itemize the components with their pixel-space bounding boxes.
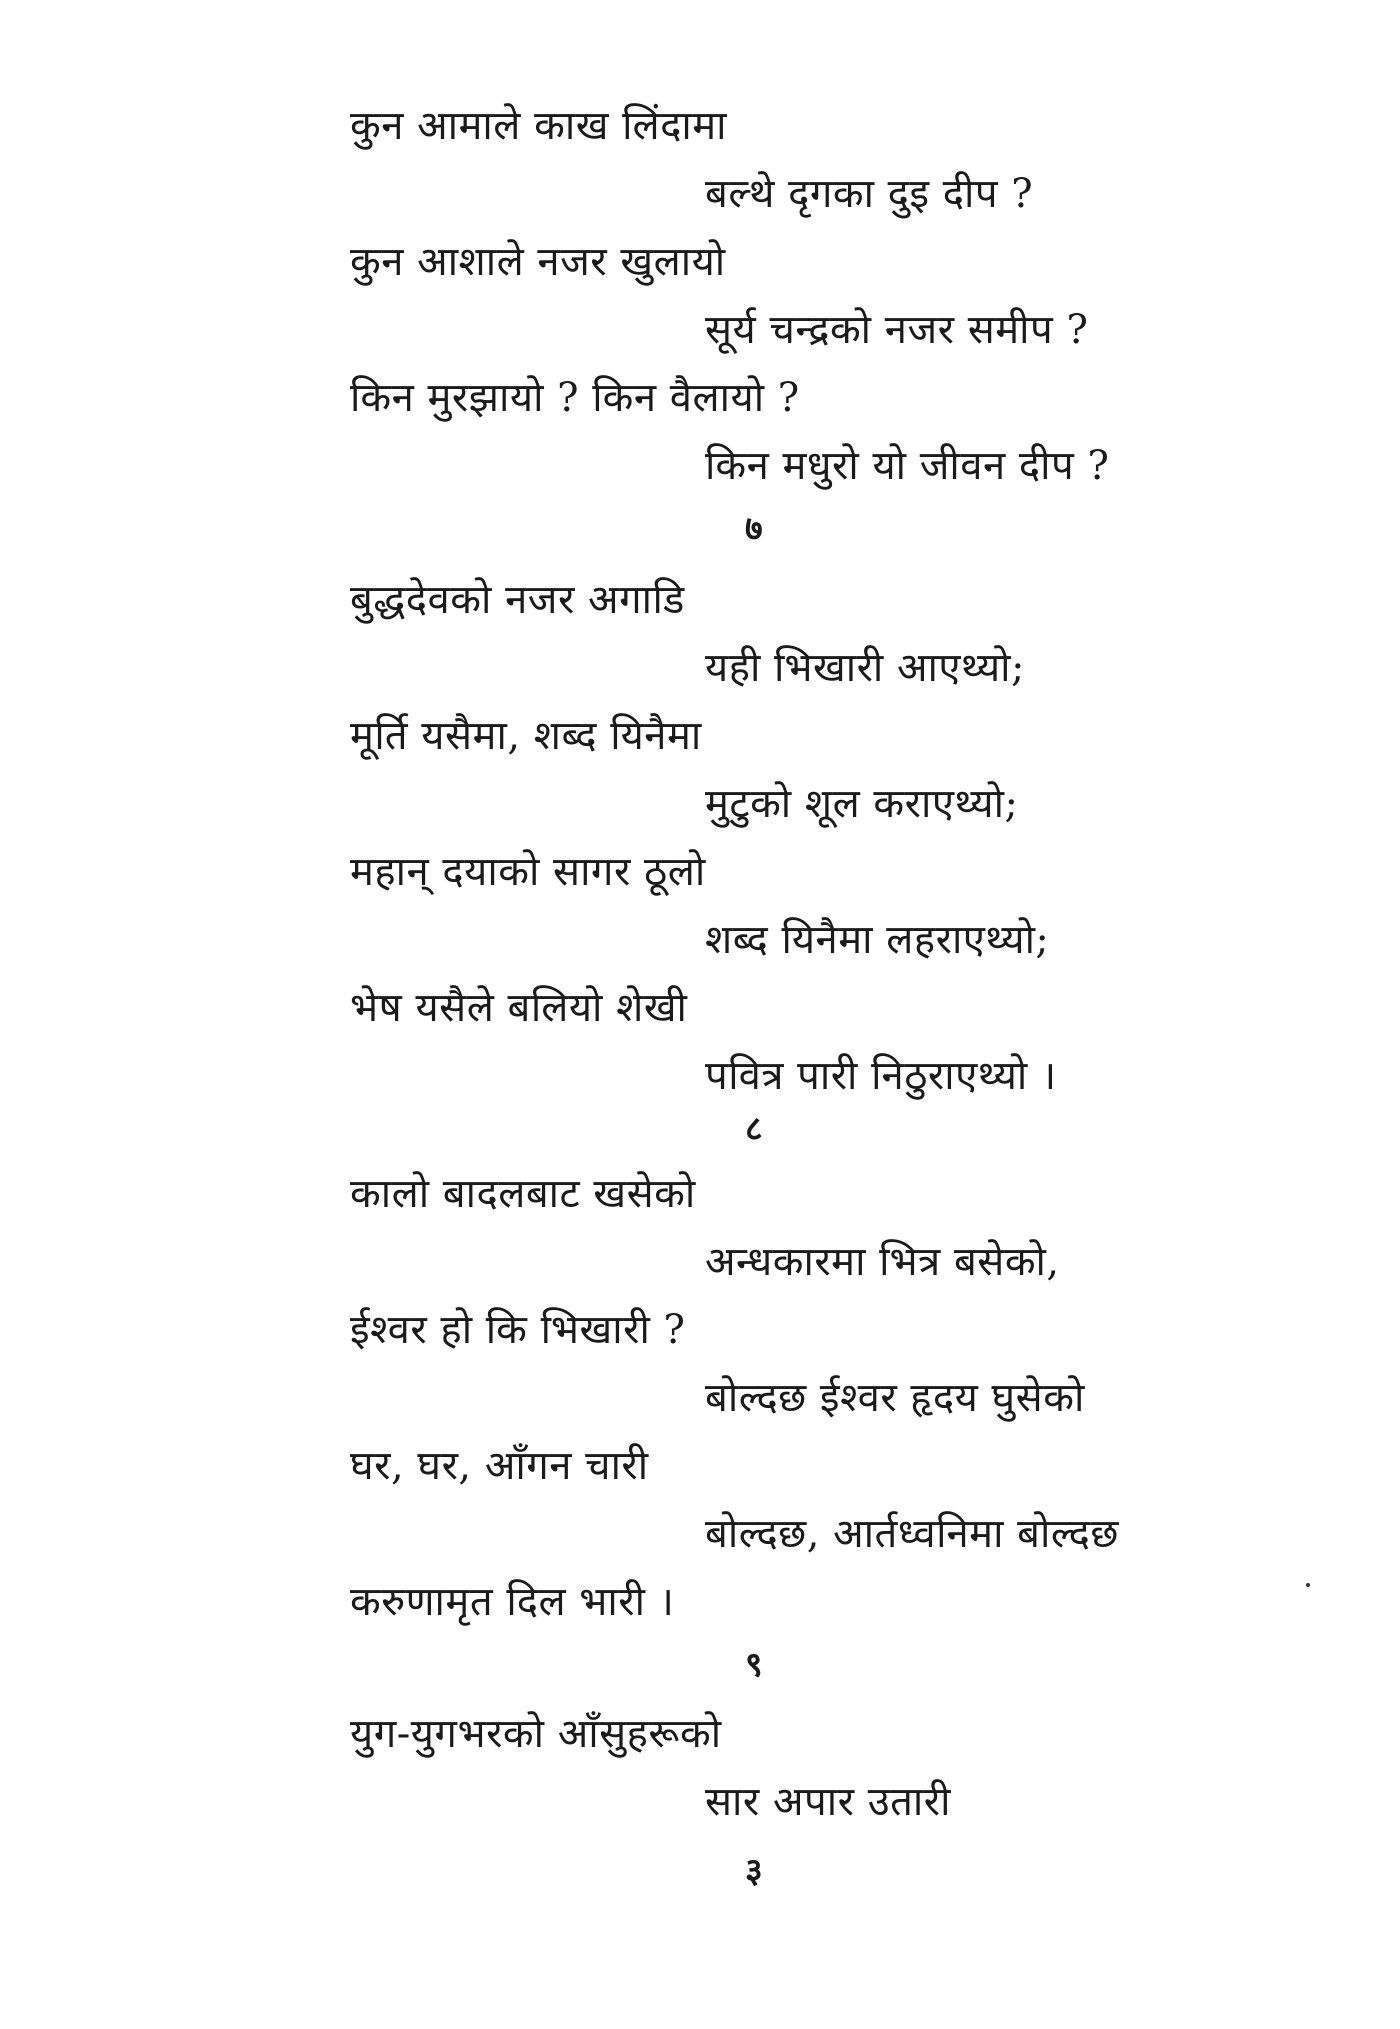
poem-line: कुन आशाले नजर खुलायो bbox=[350, 239, 726, 285]
poem-line: बल्थे दृगका दुइ दीप ? bbox=[705, 171, 1034, 217]
poem-line: मूर्ति यसैमा, शब्द यिनैमा bbox=[350, 713, 702, 759]
poem-line: किन मधुरो यो जीवन दीप ? bbox=[705, 443, 1110, 489]
poem-line: कुन आमाले काख लिंदामा bbox=[350, 103, 728, 149]
poem-line: सार अपार उतारी bbox=[705, 1779, 951, 1825]
poem-line: बुद्धदेवको नजर अगाडि bbox=[350, 577, 685, 623]
poem-line: किन मुरझायो ? किन वैलायो ? bbox=[350, 375, 800, 421]
poem-line: सूर्य चन्द्रको नजर समीप ? bbox=[705, 307, 1089, 353]
stanza-number: ८ bbox=[745, 1109, 763, 1149]
poem-line: महान् दयाको सागर ठूलो bbox=[350, 849, 706, 895]
stanza-number: ९ bbox=[745, 1645, 763, 1685]
poem-line: बोल्दछ ईश्वर हृदय घुसेको bbox=[705, 1375, 1085, 1421]
page-number: ३ bbox=[745, 1851, 763, 1891]
poem-line: मुटुको शूल कराएथ्यो; bbox=[705, 781, 1019, 827]
poem-line: युग-युगभरको आँसुहरूको bbox=[350, 1711, 722, 1757]
poem-line: अन्धकारमा भित्र बसेको, bbox=[705, 1239, 1060, 1285]
poem-line: कालो बादलबाट खसेको bbox=[350, 1171, 696, 1217]
stanza-number: ७ bbox=[745, 509, 763, 549]
poem-line: करुणामृत दिल भारी । bbox=[350, 1579, 675, 1625]
poem-line: भेष यसैले बलियो शेखी bbox=[350, 985, 688, 1031]
poem-line: पवित्र पारी निठुराएथ्यो । bbox=[705, 1053, 1057, 1099]
poem-line: यही भिखारी आएथ्यो; bbox=[705, 645, 1025, 691]
scan-speck bbox=[1306, 1583, 1310, 1587]
poem-line: बोल्दछ, आर्तध्वनिमा बोल्दछ bbox=[705, 1511, 1119, 1557]
poem-line: शब्द यिनैमा लहराएथ्यो; bbox=[705, 917, 1050, 963]
poem-line: घर, घर, आँगन चारी bbox=[350, 1443, 649, 1489]
poem-line: ईश्वर हो कि भिखारी ? bbox=[350, 1307, 686, 1353]
